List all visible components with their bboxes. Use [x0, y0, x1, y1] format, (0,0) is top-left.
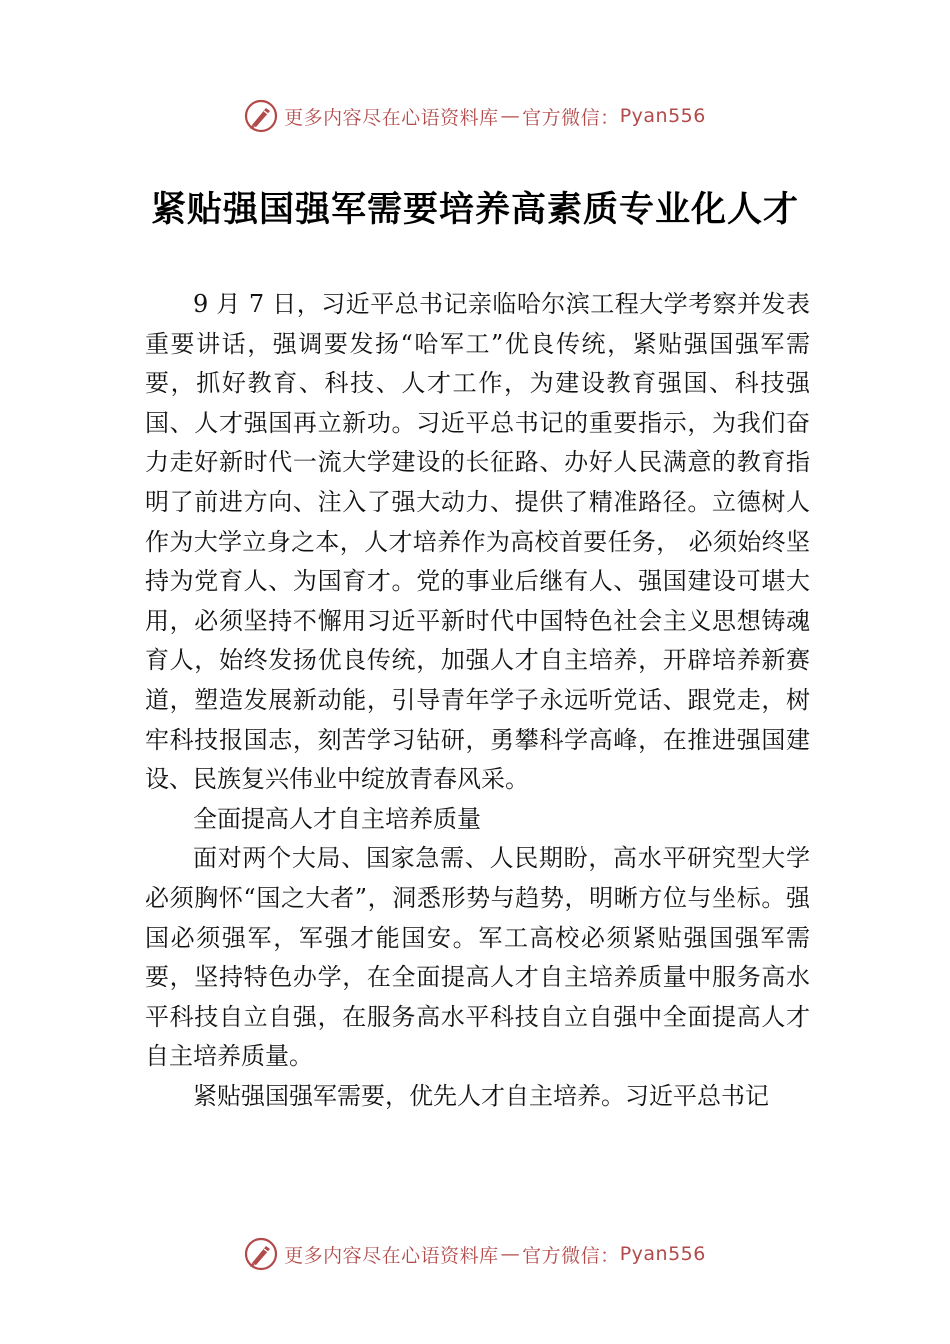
watermark-wechat-label: 官方微信： — [522, 1244, 620, 1267]
paragraph-1: 9 月 7 日，习近平总书记亲临哈尔滨工程大学考察并发表重要讲话，强调要发扬“哈军工”优良传统，紧贴强国强军需要，抓好教育、科技、人才工作，为建设教育强国、科技强国、人才强国再立新功。习近平总书记的重要指示，为我们奋力走好新时代一流大学建设的长征路、办好人民满意的教育指明了前进方向、注入了强大动力、提供了精准路径。立德树人作为大学立身之本，人才培养作为高校首要任务， 必须始终坚持为党育人、为国育才。党的事业后继有人、强国建设可堪大用，必须坚持不懈用习近平新时代中国特色社会主义思想铸魂育人，始终发扬优良传统，加强人才自主培养，开辟培养新赛道，塑造发展新动能，引导青年学子永远听党话、跟党走，树牢科技报国志，刻苦学习钻研，勇攀科学高峰，在推进强国建设、民族复兴伟业中绽放青春风采。 — [145, 290, 810, 794]
document-title: 紧贴强国强军需要培养高素质专业化人才 — [150, 189, 799, 230]
document-body — [145, 285, 810, 1116]
paragraph-3: 紧贴强国强军需要，优先人才自主培养。习近平总书记 — [193, 1081, 769, 1110]
section-heading: 全面提高人才自主培养质量 — [193, 804, 481, 833]
paragraph-2: 面对两个大局、国家急需、人民期盼，高水平研究型大学必须胸怀“国之大者”，洞悉形势与趋势，明晰方位与坐标。强国必须强军，军强才能国安。军工高校必须紧贴强国强军需要，坚持特色办学，在全面提高人才自主培养质量中服务高水平科技自立自强，在服务高水平科技自立自强中全面提高人才自主培养质量。 — [145, 844, 810, 1071]
watermark-wechat-id: Pyan556 — [619, 105, 706, 127]
watermark-wechat-id: Pyan556 — [619, 1243, 706, 1265]
watermark-text: 更多内容尽在心语资料库 — [284, 1244, 499, 1267]
watermark-text: 更多内容尽在心语资料库 — [284, 106, 499, 129]
watermark-wechat-label: 官方微信： — [522, 106, 620, 129]
watermark-separator: — — [500, 105, 521, 127]
pen-logo-icon — [244, 99, 278, 133]
watermark-footer — [0, 1234, 950, 1274]
pen-logo-icon — [244, 1237, 278, 1271]
watermark-separator: — — [500, 1243, 521, 1265]
watermark-header — [0, 96, 950, 136]
